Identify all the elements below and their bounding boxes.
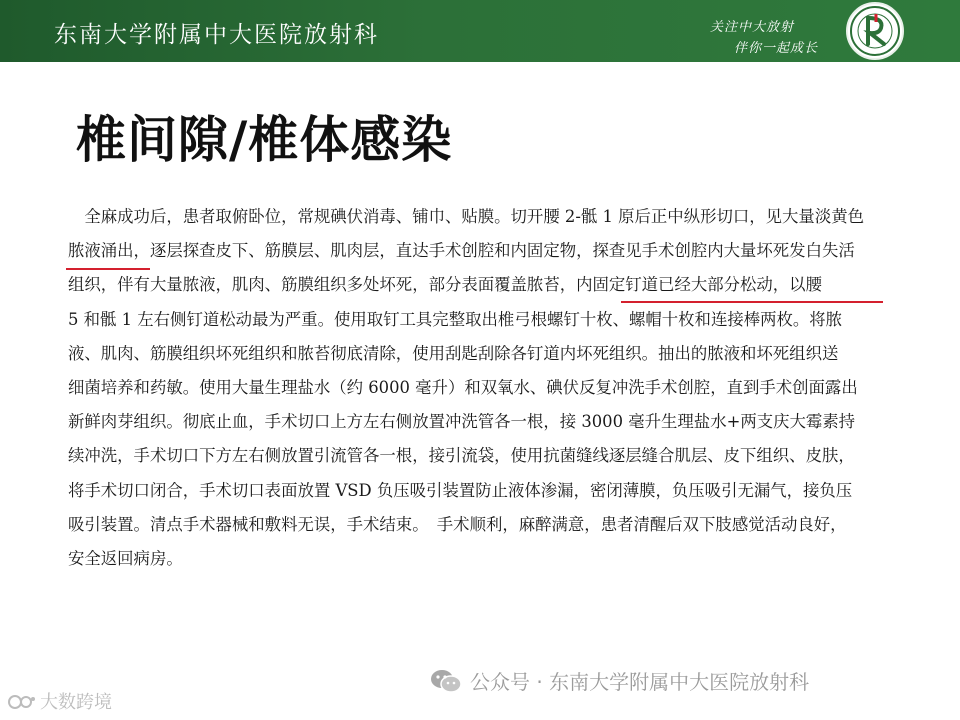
highlight-underline-screws-loose — [621, 301, 883, 303]
slide-title: 椎间隙/椎体感染 — [76, 111, 453, 169]
header-slogan-line2: 伴你一起成长 — [734, 41, 819, 56]
header-title: 东南大学附属中大医院放射科 — [54, 22, 379, 48]
highlight-underline-pus — [66, 268, 150, 270]
header-bar — [0, 0, 960, 62]
paragraph-line: 将手术切口闭合，手术切口表面放置 VSD 负压吸引装置防止液体渗漏，密闭薄膜，负压吸引无漏气，接负压 — [68, 480, 853, 500]
paragraph-line: 脓液涌出，逐层探查皮下、筋膜层、肌肉层，直达手术创腔和内固定物，探查见手术创腔内大量坏死发白失活 — [68, 241, 855, 261]
corner-brand-watermark — [8, 688, 112, 714]
camera-logo-icon — [8, 693, 36, 711]
paragraph-line: 全麻成功后，患者取俯卧位，常规碘伏消毒、铺巾、贴膜。切开腰 2-骶 1 原后正中纵形切口，见大量淡黄色 — [68, 207, 864, 226]
header-slogan-line1: 关注中大放射 — [710, 20, 795, 35]
paragraph-line: 新鲜肉芽组织。彻底止血，手术切口上方左右侧放置冲洗管各一根，接 3000 毫升生理盐水+两支庆大霉素持 — [68, 412, 856, 432]
wechat-source-text: 公众号 · 东南大学附属中大医院放射科 — [470, 670, 810, 694]
paragraph-line: 安全返回病房。 — [68, 548, 183, 568]
paragraph-line: 5 和骶 1 左右侧钉道松动最为严重。使用取钉工具完整取出椎弓根螺钉十枚、螺帽十枚和连接棒两枚。将脓 — [68, 309, 843, 329]
hospital-logo-icon — [846, 2, 904, 60]
corner-brand-text: 大数跨境 — [40, 692, 112, 713]
procedure-paragraph — [68, 200, 918, 576]
paragraph-line: 组织，伴有大量脓液，肌肉、筋膜组织多处坏死，部分表面覆盖脓苔，内固定钉道已经大部分松动，以腰 — [68, 275, 822, 295]
wechat-icon — [430, 669, 462, 693]
paragraph-line: 液、肌肉、筋膜组织坏死组织和脓苔彻底清除，使用刮匙刮除各钉道内坏死组织。抽出的脓液和坏死组织送 — [68, 343, 839, 363]
paragraph-line: 续冲洗，手术切口下方左右侧放置引流管各一根，接引流袋，使用抗菌缝线逐层缝合肌层、皮下组织、皮肤， — [68, 446, 855, 466]
wechat-source-watermark — [430, 666, 809, 695]
paragraph-line: 细菌培养和药敏。使用大量生理盐水（约 6000 毫升）和双氧水、碘伏反复冲洗手术创腔，直到手术创面露出 — [68, 377, 858, 397]
paragraph-line: 吸引装置。清点手术器械和敷料无误，手术结束。 手术顺利，麻醉满意，患者清醒后双下肢感觉活动良好， — [68, 514, 847, 534]
